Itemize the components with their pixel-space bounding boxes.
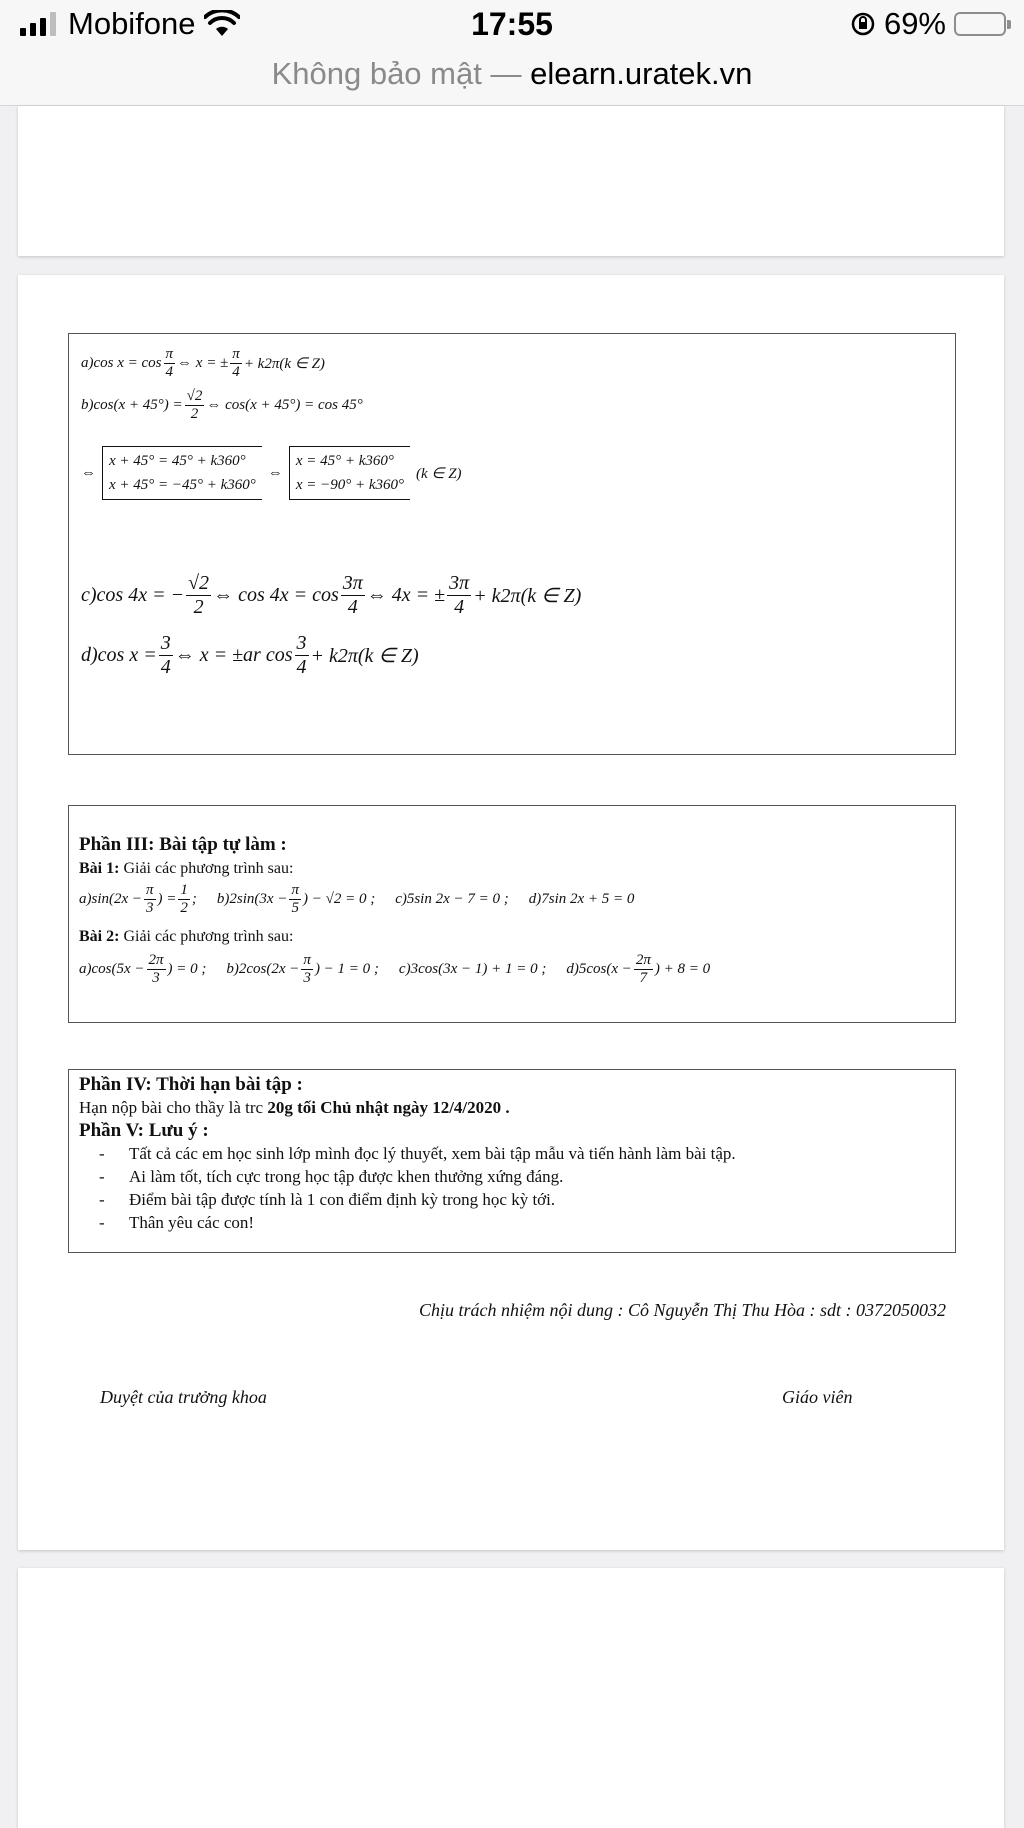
battery-icon — [954, 12, 1006, 36]
clock: 17:55 — [471, 6, 553, 42]
solution-d: d)cos x = $\frac{3}{4}$ ⇔ x = ±ar cos $\frac{3}{4}$ + k2π(k ∈ Z) — [81, 632, 419, 678]
solution-c: c)cos 4x = − $\frac{√2}{2}$ ⇔ cos 4x = cos $\frac{3\pi}{4}$ ⇔ 4x = ± $\frac{3\pi}{4}$ + k2π(k ∈ Z) — [81, 572, 582, 618]
security-label: Không bảo mật — — [271, 56, 522, 91]
bai2-equations: a)cos(5x − $\frac{2\pi}{3}$ ) = 0 ; b)2cos(2x − $\frac{\pi}{3}$ ) − 1 = 0 ; c)3cos(3x − 1) + 1 = 0 ; d)5cos(x − $\frac{2\pi}{7}$ ) + 8 = 0 — [79, 952, 711, 987]
list-item: - Thân yêu các con! — [99, 1211, 736, 1234]
list-item: - Ai làm tốt, tích cực trong học tập được khen thưởng xứng đáng. — [99, 1165, 736, 1188]
fraction: $\frac{\pi}{4}$ — [232, 346, 240, 381]
solution-b: b)cos(x + 45°) = $\frac{√2}{2}$ ⇔ cos(x + 45°) = cos 45° — [81, 388, 363, 423]
battery-indicator — [850, 6, 1006, 42]
equation-system: x = 45° + k360° x = −90° + k360° — [289, 446, 410, 500]
url-domain: elearn.uratek.vn — [530, 56, 753, 91]
bai1-equations: a)sin(2x − $\frac{\pi}{3}$ ) = $\frac{1}{2}$ ; b)2sin(3x − $\frac{\pi}{5}$ ) − √2 = 0 ; c)5sin 2x − 7 = 0 ; d)7sin 2x + 5 = 0 — [79, 882, 635, 917]
teacher-label: Giáo viên — [782, 1387, 853, 1407]
fraction: $\frac{3}{4}$ — [296, 632, 307, 678]
url-bar[interactable] — [0, 56, 1024, 92]
page-card-previous — [18, 106, 1004, 256]
orientation-lock-icon — [850, 11, 876, 37]
carrier-name: Mobifone — [68, 6, 196, 41]
solution-b-system: ⇔ x + 45° = 45° + k360° x + 45° = −45° + k360° ⇔ x = 45° + k360° x = −90° + k360° (k ∈ Z) — [81, 446, 462, 500]
equation-system: x + 45° = 45° + k360° x + 45° = −45° + k360° — [102, 446, 262, 500]
bai2-heading: Bài 2: Giải các phương trình sau: — [79, 928, 294, 945]
fraction: $\frac{3}{4}$ — [160, 632, 171, 678]
bai1-heading: Bài 1: Giải các phương trình sau: — [79, 860, 294, 877]
list-item: - Điểm bài tập được tính là 1 con điểm định kỳ trong học kỳ tới. — [99, 1188, 736, 1211]
fraction: $\frac{\pi}{4}$ — [165, 346, 174, 381]
deadline-text: Hạn nộp bài cho thầy là trc 20g tối Chủ nhật ngày 12/4/2020 . — [79, 1098, 510, 1117]
responsible-line: Chịu trách nhiệm nội dung : Cô Nguyễn Thị Thu Hòa : sdt : 0372050032 — [419, 1300, 946, 1320]
list-item: - Tất cả các em học sinh lớp mình đọc lý thuyết, xem bài tập mẫu và tiến hành làm bài tập. — [99, 1142, 736, 1165]
browser-status-bar — [0, 0, 1024, 106]
fraction: $\frac{√2}{2}$ — [188, 572, 210, 618]
part4-box — [68, 1069, 956, 1253]
fraction: $\frac{3\pi}{4}$ — [342, 572, 363, 618]
page-card-next — [18, 1568, 1004, 1828]
notes-list — [99, 1142, 736, 1234]
fraction: $\frac{3\pi}{4}$ — [449, 572, 470, 618]
battery-percent: 69% — [883, 6, 946, 41]
part4-title: Phần IV: Thời hạn bài tập : — [79, 1074, 303, 1095]
part5-title: Phần V: Lưu ý : — [79, 1120, 209, 1141]
fraction: $\frac{√2}{2}$ — [186, 388, 203, 423]
part3-box — [68, 805, 956, 1023]
dean-approval-label: Duyệt của trưởng khoa — [100, 1387, 267, 1407]
solution-a: a)cos x = cos $\frac{\pi}{4}$ ⇔ x = ± $\frac{\pi}{4}$ + k2π(k ∈ Z) — [81, 346, 325, 381]
part3-title: Phần III: Bài tập tự làm : — [79, 834, 287, 855]
solutions-box — [68, 333, 956, 755]
document-page — [18, 275, 1004, 1550]
